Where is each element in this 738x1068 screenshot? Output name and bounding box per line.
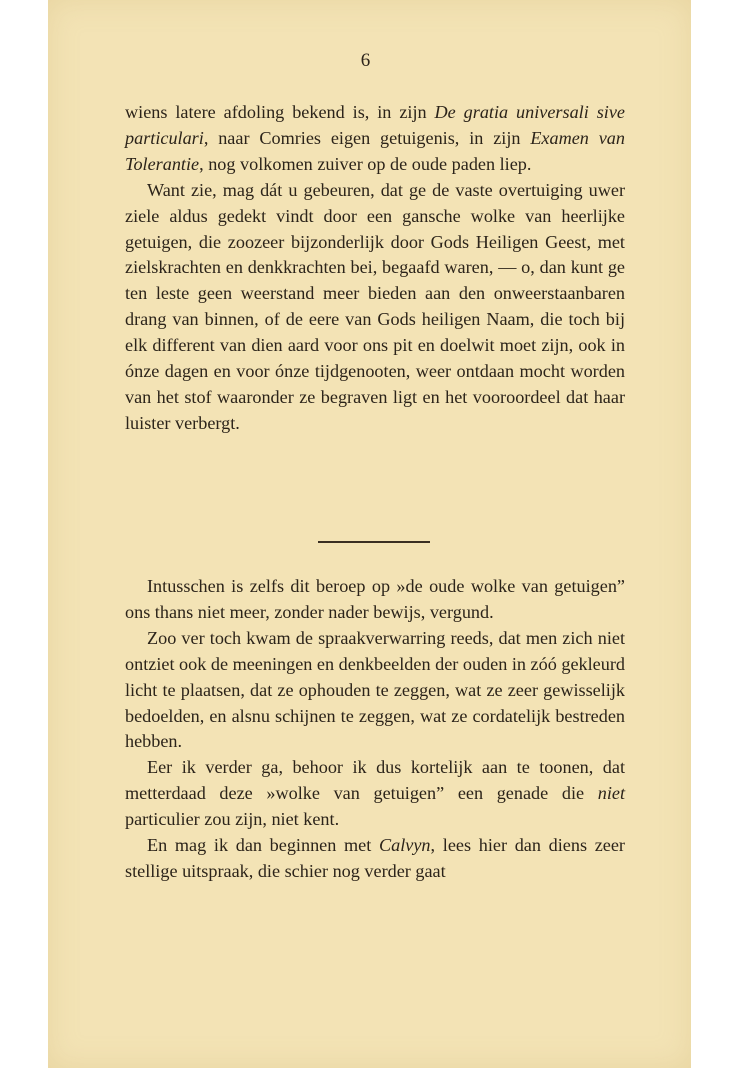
book-page — [48, 0, 691, 1068]
text-run: wiens latere afdoling bekend is, in zijn — [125, 102, 435, 122]
paragraph-2: Want zie, mag dát u gebeuren, dat ge de vaste overtuiging uwer ziele aldus gedekt vindt door een gansche wolke van heerlijke getuigen, die zoozeer bijzonderlijk door Gods Heiligen Geest, met zielskrachten en denkkrachten bei, begaafd waren, — o, dan kunt ge ten leste geen weerstand meer bieden aan den onweerstaanbaren drang van binnen, of de eere van Gods heiligen Naam, die toch bij elk different van dien aard voor ons pit en doelwit moet zijn, ook in ónze dagen en voor ónze tijdgenooten, weer ontdaan mocht worden van het stof waaronder ze begraven ligt en het vooroordeel dat haar luister verbergt. — [125, 179, 625, 433]
text-run: , naar Comries eigen getuigenis, in zijn — [203, 127, 531, 148]
text-run: Eer ik verder ga, behoor ik dus kortelijk aan te toonen, dat metterdaad deze »wolke van getuigen” een genade die — [125, 757, 625, 804]
italic-word: niet — [597, 783, 625, 804]
text-block-bottom — [125, 574, 625, 885]
text-run: , lees hier dan diens zeer stellige uitspraak, die schier nog verder gaat — [125, 835, 625, 881]
paragraph-1 — [125, 100, 625, 178]
text-block-top — [125, 100, 625, 437]
page-number: 6 — [360, 50, 371, 71]
italic-name: Calvyn — [379, 835, 431, 856]
text-run: En mag ik dan beginnen met — [147, 835, 379, 856]
text-run: particulier zou zijn, niet kent. — [125, 809, 340, 830]
section-divider — [318, 541, 430, 543]
paragraph-6 — [125, 833, 625, 885]
italic-title: De gratia universali sive particulari — [125, 102, 625, 148]
italic-title: Examen van Tolerantie — [125, 127, 625, 174]
paragraph-3: Intusschen is zelfs dit beroep op »de oude wolke van getuigen” ons thans niet meer, zonder nader bewijs, vergund. — [125, 576, 625, 622]
paragraph-5 — [125, 755, 625, 833]
paragraph-4: Zoo ver toch kwam de spraakverwarring reeds, dat men zich niet ontziet ook de meeningen en denkbeelden der ouden in zóó gekleurd licht te plaatsen, dat ze ophouden te zeggen, wat ze zeer gewisselijk bedoelden, en alsnu schijnen te zeggen, wat ze cordatelijk bestreden hebben. — [125, 627, 625, 752]
text-run: , nog volkomen zuiver op de oude paden liep. — [199, 153, 532, 174]
